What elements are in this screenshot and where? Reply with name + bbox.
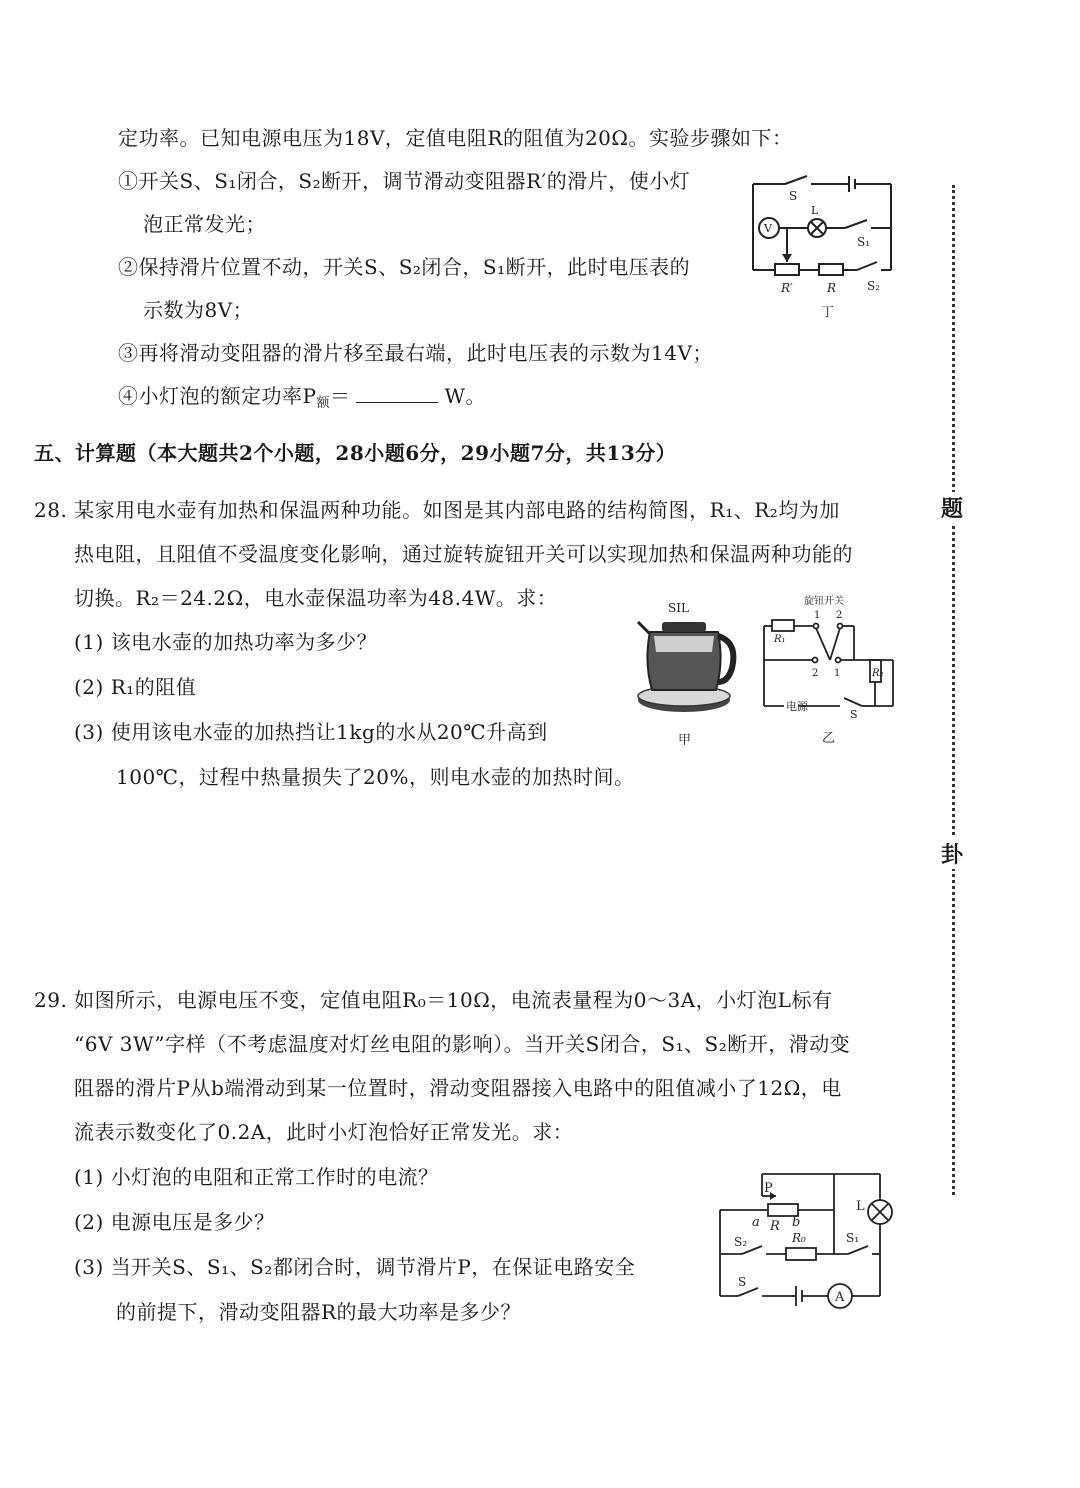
q27-step1-line1: ①开关S、S₁闭合，S₂断开，调节滑动变阻器R′的滑片，使小灯 (118, 169, 691, 193)
q27-fig-label-l: L (811, 204, 819, 217)
q27-step2-line1: ②保持滑片位置不动，开关S、S₂闭合，S₁断开，此时电压表的 (118, 255, 691, 279)
q28-kettle-figure (632, 592, 740, 752)
q29-sub3-line2: 的前提下，滑动变阻器R的最大功率是多少？ (116, 1300, 522, 1324)
q28-circuit-figure (758, 590, 908, 750)
q28-line3: 切换。R₂＝24.2Ω，电水壶保温功率为48.4W。求： (74, 586, 558, 610)
q27-step4-sub: 额 (316, 396, 330, 411)
q28-fig-r2: R₂ (872, 668, 884, 679)
q29-fig-s2: S₂ (734, 1235, 748, 1249)
q29-fig-a: a (752, 1215, 760, 1230)
q29-line1: 29. 如图所示，电源电压不变，定值电阻R₀＝10Ω，电流表量程为0～3A，小灯泡L标有 (34, 988, 833, 1012)
q27-step4-prefix: ④小灯泡的额定功率P (118, 384, 317, 408)
q29-fig-ammeter: A (835, 1290, 845, 1305)
q28-fig-s: S (850, 708, 858, 721)
kettle-brand-mark: SIL (668, 601, 689, 615)
q28-sub3-line2: 100℃，过程中热量损失了20%，则电水壶的加热时间。 (116, 765, 635, 789)
q29-fig-p: P (764, 1181, 773, 1196)
q28-sub1: (1) 该电水壶的加热功率为多少？ (74, 630, 378, 654)
q27-fig-caption: 丁 (821, 305, 835, 320)
q27-fig-label-r: R (827, 281, 837, 295)
q27-circuit-figure (745, 170, 905, 325)
q27-step4-unit: W。 (444, 384, 487, 408)
q27-fig-label-s2: S₂ (867, 279, 881, 293)
q27-answer-blank (356, 382, 438, 403)
q29-line3: 阻器的滑片P从b端滑动到某一位置时，滑动变阻器接入电路中的阻值减小了12Ω，电 (74, 1076, 842, 1100)
q28-fig-n2b: 2 (812, 668, 819, 679)
q29-fig-l: L (856, 1199, 865, 1214)
margin-dotted-line (952, 185, 955, 1195)
q29-circuit-figure (712, 1166, 898, 1314)
q27-step2-line2: 示数为8V； (143, 298, 254, 322)
section-5-title: 五、计算题（本大题共2个小题，28小题6分，29小题7分，共13分） (34, 441, 677, 465)
q29-sub2: (2) 电源电压是多少？ (74, 1210, 275, 1234)
q29-fig-r: R (770, 1219, 780, 1234)
q28-fig-n1: 1 (814, 610, 821, 621)
q29-line2: “6V 3W”字样（不考虑温度对灯丝电阻的影响）。当开关S闭合，S₁、S₂断开，滑动变 (74, 1032, 851, 1056)
q28-line2: 热电阻，且阻值不受温度变化影响，通过旋转旋钮开关可以实现加热和保温两种功能的 (74, 542, 853, 566)
margin-char-1: 题 (941, 492, 963, 523)
q29-sub1: (1) 小灯泡的电阻和正常工作时的电流？ (74, 1165, 439, 1189)
q28-fig-n2: 2 (836, 610, 843, 621)
q28-sub2: (2) R₁的阻值 (74, 675, 197, 699)
q27-fig-label-s: S (789, 189, 798, 203)
q28-fig-r1: R₁ (774, 634, 786, 645)
q29-sub3-line1: (3) 当开关S、S₁、S₂都闭合时，调节滑片P，在保证电路安全 (74, 1255, 636, 1279)
q29-fig-r0: R₀ (792, 1231, 806, 1245)
q27-fig-label-rp: R′ (781, 281, 793, 295)
q28-fig-source: 电源 (786, 700, 808, 713)
q28-fig-n1b: 1 (834, 668, 841, 679)
q28-fig-switch-label: 旋钮开关 (804, 596, 844, 607)
q29-fig-s: S (738, 1275, 747, 1289)
q27-fig-label-s1: S₁ (857, 235, 871, 249)
q28-fig-jia-caption: 甲 (678, 733, 692, 748)
q27-step1-line2: 泡正常发光； (143, 212, 266, 236)
q28-fig-yi-caption: 乙 (822, 731, 836, 746)
q29-fig-s1: S₁ (846, 1231, 860, 1245)
q27-step4-eq: ＝ (329, 384, 351, 408)
q28-sub3-line1: (3) 使用该电水壶的加热挡让1kg的水从20℃升高到 (74, 720, 548, 744)
q29-line4: 流表示数变化了0.2A，此时小灯泡恰好正常发光。求： (74, 1120, 574, 1144)
q27-step4 (118, 382, 486, 418)
margin-char-2: 卦 (941, 838, 963, 869)
q29-fig-b: b (792, 1215, 801, 1230)
q27-intro: 定功率。已知电源电压为18V，定值电阻R的阻值为20Ω。实验步骤如下： (118, 126, 793, 150)
q28-line1: 28. 某家用电水壶有加热和保温两种功能。如图是其内部电路的结构简图，R₁、R₂均为加 (34, 498, 840, 522)
q27-step3: ③再将滑动变阻器的滑片移至最右端，此时电压表的示数为14V； (118, 341, 713, 365)
q27-fig-label-v: V (764, 222, 772, 235)
